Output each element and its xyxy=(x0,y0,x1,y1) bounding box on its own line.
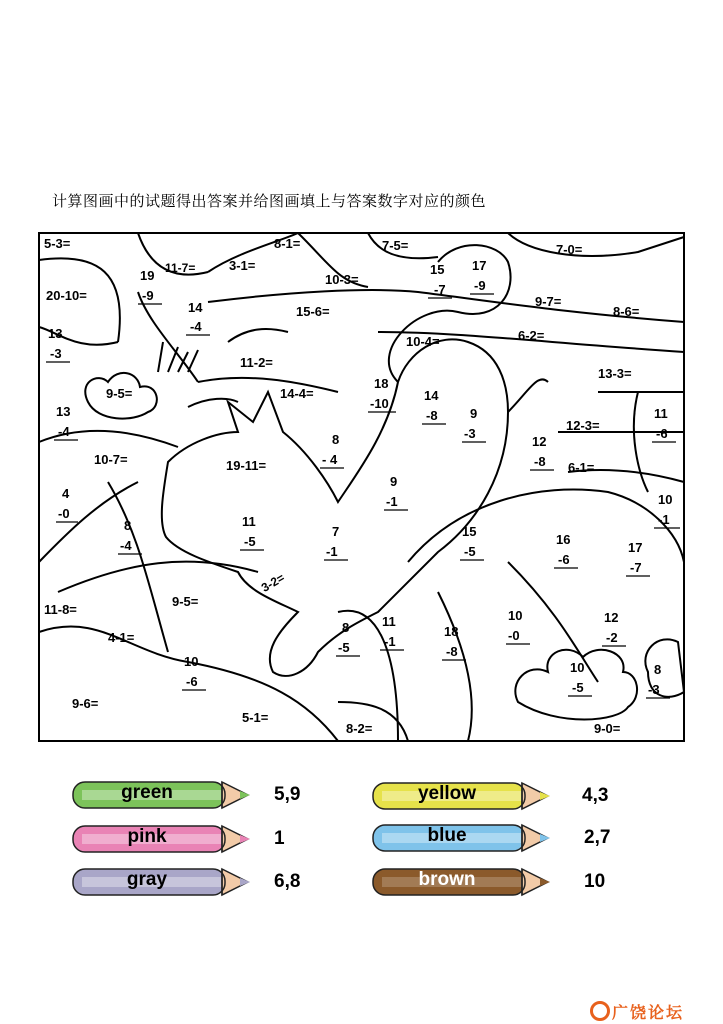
legend-item-yellow xyxy=(372,780,632,812)
legend-color-values: 6,8 xyxy=(274,871,301,892)
problem-label: 9-5= xyxy=(172,594,199,609)
legend-color-name: gray xyxy=(126,869,168,890)
subtrahend: -7 xyxy=(434,282,446,297)
problem-label: 14-4= xyxy=(280,386,314,401)
subtrahend: -0 xyxy=(58,506,70,521)
minuend: 12 xyxy=(604,610,619,625)
minuend: 4 xyxy=(62,486,70,501)
vertical-problem xyxy=(602,610,626,646)
legend-color-name: brown xyxy=(418,869,476,890)
minuend: 8 xyxy=(332,432,340,447)
vertical-problem xyxy=(554,532,578,568)
problem-label: 20-10= xyxy=(46,288,87,303)
legend-item-green xyxy=(72,779,312,811)
instruction-text: 计算图画中的试题得出答案并给图画填上与答案数字对应的颜色 xyxy=(52,193,487,210)
minuend: 8 xyxy=(342,620,350,635)
subtrahend: -4 xyxy=(120,538,132,553)
subtrahend: -6 xyxy=(558,552,570,567)
problem-label: 15-6= xyxy=(296,304,330,319)
problem-label: 6-2= xyxy=(518,328,545,343)
subtrahend: -3 xyxy=(50,346,62,361)
problem-label: 5-3= xyxy=(44,236,71,251)
subtrahend: -5 xyxy=(244,534,256,549)
subtrahend: -1 xyxy=(386,494,398,509)
problem-label: 4-1= xyxy=(108,630,135,645)
minuend: 11 xyxy=(242,514,256,529)
vertical-problem xyxy=(462,406,486,442)
legend-color-values: 4,3 xyxy=(582,785,609,806)
problem-label: 12-3= xyxy=(566,418,600,433)
minuend: 14 xyxy=(188,300,203,315)
minuend: 11 xyxy=(382,614,396,629)
line-art xyxy=(39,233,684,741)
legend-color-name: pink xyxy=(127,826,167,847)
minuend: 19 xyxy=(140,268,155,283)
problem-label: 19-11= xyxy=(226,458,267,473)
minuend: 8 xyxy=(124,518,132,533)
subtrahend: -3 xyxy=(464,426,476,441)
legend-item-brown xyxy=(372,866,632,898)
subtrahend: -9 xyxy=(474,278,486,293)
problem-label: 8-6= xyxy=(613,304,640,319)
problem-label: 6-1= xyxy=(568,460,595,475)
subtrahend: -5 xyxy=(572,680,584,695)
vertical-problem xyxy=(54,404,78,440)
minuend: 10 xyxy=(184,654,199,669)
subtrahend: -1 xyxy=(658,512,670,527)
minuend: 15 xyxy=(462,524,477,539)
problem-label: 10-7= xyxy=(94,452,128,467)
subtrahend: -8 xyxy=(534,454,546,469)
problem-label: 9-7= xyxy=(535,294,562,309)
minuend: 10 xyxy=(508,608,523,623)
subtrahend: -5 xyxy=(338,640,350,655)
legend-color-name: green xyxy=(121,782,173,803)
vertical-problem xyxy=(324,524,348,560)
problem-label: 3-1= xyxy=(229,258,256,273)
subtrahend: -8 xyxy=(426,408,438,423)
subtrahend: -7 xyxy=(630,560,642,575)
legend-color-values: 1 xyxy=(274,828,285,849)
vertical-problem xyxy=(422,388,446,424)
problem-label: 8-1= xyxy=(274,236,301,251)
subtrahend: -1 xyxy=(326,544,338,559)
horizontal-problems xyxy=(44,236,643,736)
watermark-logo-icon xyxy=(590,1001,610,1021)
vertical-problem xyxy=(428,262,452,298)
coloring-picture xyxy=(38,232,686,744)
minuend: 12 xyxy=(532,434,547,449)
minuend: 15 xyxy=(430,262,445,277)
problem-label: 7-0= xyxy=(556,242,583,257)
problem-label: 5-1= xyxy=(242,710,269,725)
minuend: 17 xyxy=(472,258,487,273)
vertical-problem xyxy=(336,620,360,656)
subtrahend: -8 xyxy=(446,644,458,659)
vertical-problem xyxy=(182,654,206,690)
legend-item-gray xyxy=(72,866,312,898)
minuend: 16 xyxy=(556,532,571,547)
legend-color-values: 10 xyxy=(584,871,606,892)
problem-label: 9-0= xyxy=(594,721,621,736)
vertical-problem xyxy=(186,300,210,335)
minuend: 10 xyxy=(570,660,585,675)
minuend: 13 xyxy=(48,326,63,341)
problem-label: 10-4= xyxy=(406,334,440,349)
watermark-text: 广饶论坛 xyxy=(612,1003,685,1022)
minuend: 10 xyxy=(658,492,673,507)
problem-label: 9-6= xyxy=(72,696,99,711)
problem-label: 9-5= xyxy=(106,386,133,401)
vertical-problem xyxy=(138,268,162,304)
vertical-problem xyxy=(530,434,554,470)
vertical-problem xyxy=(380,614,404,650)
legend-color-values: 2,7 xyxy=(584,827,611,848)
legend-item-blue xyxy=(372,822,632,854)
subtrahend: -6 xyxy=(186,674,198,689)
minuend: 7 xyxy=(332,524,340,539)
problem-label: 7-5= xyxy=(382,238,409,253)
problem-label: 13-3= xyxy=(598,366,632,381)
subtrahend: -6 xyxy=(656,426,668,441)
subtrahend: -5 xyxy=(464,544,476,559)
vertical-problem xyxy=(384,474,408,510)
subtrahend: -4 xyxy=(190,319,202,334)
site-watermark xyxy=(590,1000,684,1023)
problem-label: 11-8= xyxy=(44,602,77,617)
problem-label: 11-2= xyxy=(240,355,273,370)
vertical-problem xyxy=(506,608,530,644)
vertical-problem xyxy=(654,492,680,528)
legend-color-name: yellow xyxy=(417,783,477,804)
minuend: 9 xyxy=(390,474,398,489)
minuend: 17 xyxy=(628,540,643,555)
vertical-problem xyxy=(46,326,70,362)
vertical-problem xyxy=(460,524,484,560)
legend-color-values: 5,9 xyxy=(274,784,301,805)
minuend: 18 xyxy=(374,376,389,391)
legend-color-name: blue xyxy=(427,825,467,846)
minuend: 13 xyxy=(56,404,71,419)
subtrahend: -2 xyxy=(606,630,618,645)
vertical-problems xyxy=(46,258,680,698)
minuend: 11 xyxy=(654,406,668,421)
vertical-problem xyxy=(320,432,344,468)
vertical-problem xyxy=(470,258,494,294)
vertical-problem xyxy=(626,540,650,576)
subtrahend: -10 xyxy=(370,396,389,411)
subtrahend: -1 xyxy=(384,634,396,649)
vertical-problem xyxy=(240,514,264,550)
minuend: 14 xyxy=(424,388,439,403)
problem-label: 8-2= xyxy=(346,721,373,736)
minuend: 9 xyxy=(470,406,478,421)
subtrahend: -3 xyxy=(648,682,660,697)
problem-label: 3-2= xyxy=(258,570,287,595)
subtrahend: -0 xyxy=(508,628,520,643)
vertical-problem xyxy=(56,486,78,522)
problem-label: 10-3= xyxy=(325,272,359,287)
subtrahend: - 4 xyxy=(322,452,338,467)
subtrahend: -4 xyxy=(58,424,70,439)
legend-item-pink xyxy=(72,823,312,855)
subtrahend: -9 xyxy=(142,288,154,303)
minuend: 8 xyxy=(654,662,662,677)
vertical-problem xyxy=(652,406,676,442)
minuend: 18 xyxy=(444,624,459,639)
problem-label: 11-7= xyxy=(165,261,196,275)
